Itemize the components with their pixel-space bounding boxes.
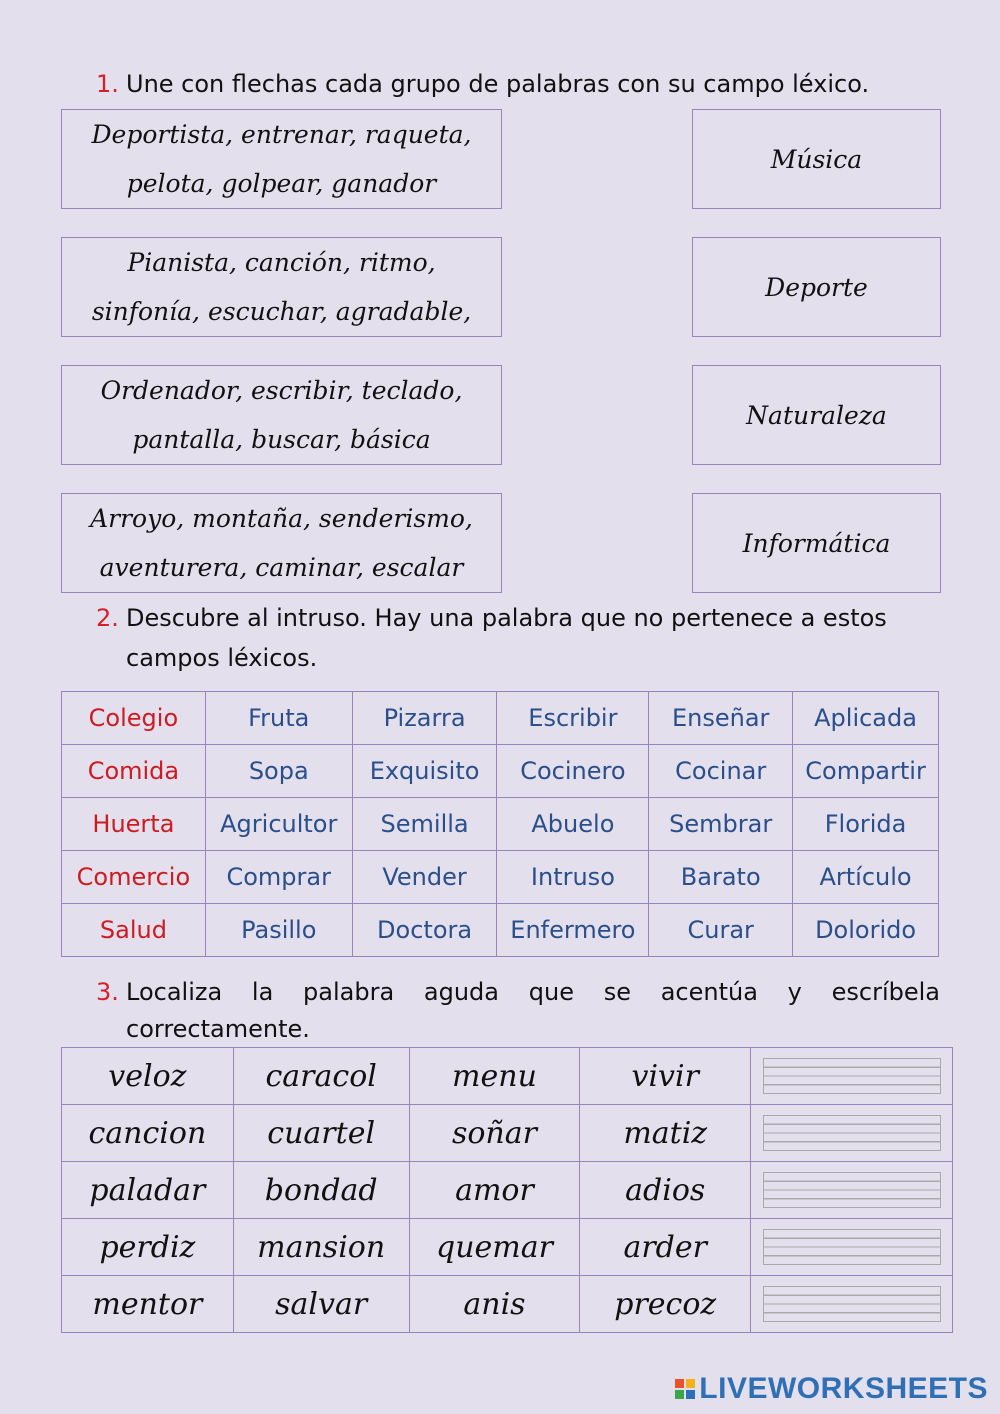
q2-word-cell[interactable]: Aplicada [793, 692, 939, 745]
q3-word-cell[interactable]: anis [409, 1276, 580, 1333]
q2-word-cell[interactable]: Compartir [793, 745, 939, 798]
q2-word-cell[interactable]: Fruta [205, 692, 352, 745]
q3-row [62, 1105, 953, 1162]
q2-row [62, 692, 939, 745]
q3-word-cell[interactable]: caracol [233, 1048, 409, 1105]
q3-answer-cell [751, 1162, 953, 1219]
q2-row [62, 745, 939, 798]
q3-row [62, 1219, 953, 1276]
group-line: pantalla, buscar, básica [132, 425, 431, 454]
q3-answer-input[interactable] [763, 1058, 941, 1094]
q3-number: 3. [96, 978, 119, 1006]
q2-category-cell: Comercio [62, 851, 206, 904]
q2-word-cell[interactable]: Abuelo [497, 798, 649, 851]
q3-text-line1: Localiza la palabra aguda que se acentúa y escríbela [126, 978, 940, 1006]
q3-table [61, 1047, 953, 1333]
q2-table [61, 691, 939, 957]
q3-word-cell[interactable]: matiz [580, 1105, 751, 1162]
q2-word-cell[interactable]: Cocinar [649, 745, 793, 798]
q2-word-cell[interactable]: Florida [793, 798, 939, 851]
q3-text-line2: correctamente. [126, 1015, 310, 1043]
q1-field-naturaleza[interactable]: Naturaleza [692, 365, 941, 465]
q2-category-cell: Salud [62, 904, 206, 957]
q3-word-cell[interactable]: vivir [580, 1048, 751, 1105]
logo-mark-icon [675, 1379, 695, 1399]
q1-group-music[interactable] [61, 237, 502, 337]
logo-text: LIVEWORKSHEETS [699, 1372, 988, 1405]
q3-word-cell[interactable]: soñar [409, 1105, 580, 1162]
q2-word-cell[interactable]: Pasillo [205, 904, 352, 957]
group-line: Deportista, entrenar, raqueta, [91, 120, 472, 149]
q3-word-cell[interactable]: mentor [62, 1276, 234, 1333]
q3-answer-cell [751, 1276, 953, 1333]
q2-word-cell[interactable]: Enfermero [497, 904, 649, 957]
q2-word-cell[interactable]: Artículo [793, 851, 939, 904]
q2-row [62, 851, 939, 904]
q1-number: 1. [96, 70, 119, 98]
q3-word-cell[interactable]: perdiz [62, 1219, 234, 1276]
q2-word-cell[interactable]: Barato [649, 851, 793, 904]
q1-instruction [96, 64, 940, 104]
q2-instruction [96, 598, 940, 678]
q2-word-cell[interactable]: Comprar [205, 851, 352, 904]
q1-group-computing[interactable] [61, 365, 502, 465]
group-line: sinfonía, escuchar, agradable, [91, 297, 472, 326]
q3-answer-input[interactable] [763, 1229, 941, 1265]
liveworksheets-logo [675, 1372, 988, 1406]
q3-word-cell[interactable]: veloz [62, 1048, 234, 1105]
q2-word-cell[interactable]: Semilla [352, 798, 497, 851]
q2-category-cell: Comida [62, 745, 206, 798]
q3-word-cell[interactable]: cuartel [233, 1105, 409, 1162]
q1-group-sport[interactable] [61, 109, 502, 209]
q2-text-line2: campos léxicos. [126, 644, 318, 672]
q1-field-musica[interactable]: Música [692, 109, 941, 209]
q2-word-cell[interactable]: Enseñar [649, 692, 793, 745]
q3-word-cell[interactable]: precoz [580, 1276, 751, 1333]
q3-answer-input[interactable] [763, 1172, 941, 1208]
group-line: Arroyo, montaña, senderismo, [90, 504, 473, 533]
q3-word-cell[interactable]: menu [409, 1048, 580, 1105]
q1-field-deporte[interactable]: Deporte [692, 237, 941, 337]
q3-instruction [96, 974, 940, 1048]
q2-word-cell[interactable]: Vender [352, 851, 497, 904]
q3-answer-cell [751, 1105, 953, 1162]
q3-word-cell[interactable]: quemar [409, 1219, 580, 1276]
q2-word-cell[interactable]: Escribir [497, 692, 649, 745]
q2-word-cell[interactable]: Sembrar [649, 798, 793, 851]
q3-word-cell[interactable]: mansion [233, 1219, 409, 1276]
q3-word-cell[interactable]: cancion [62, 1105, 234, 1162]
q3-answer-cell [751, 1219, 953, 1276]
q2-word-cell[interactable]: Dolorido [793, 904, 939, 957]
q2-word-cell[interactable]: Exquisito [352, 745, 497, 798]
q2-row [62, 904, 939, 957]
group-line: Ordenador, escribir, teclado, [100, 376, 463, 405]
q2-word-cell[interactable]: Doctora [352, 904, 497, 957]
q3-word-cell[interactable]: adios [580, 1162, 751, 1219]
q2-word-cell[interactable]: Curar [649, 904, 793, 957]
q2-word-cell[interactable]: Intruso [497, 851, 649, 904]
q3-row [62, 1162, 953, 1219]
q3-word-cell[interactable]: salvar [233, 1276, 409, 1333]
q2-category-cell: Huerta [62, 798, 206, 851]
q3-answer-input[interactable] [763, 1115, 941, 1151]
q2-word-cell[interactable]: Agricultor [205, 798, 352, 851]
q2-word-cell[interactable]: Sopa [205, 745, 352, 798]
q3-word-cell[interactable]: amor [409, 1162, 580, 1219]
q3-answer-input[interactable] [763, 1286, 941, 1322]
q3-word-cell[interactable]: bondad [233, 1162, 409, 1219]
group-line: Pianista, canción, ritmo, [127, 248, 436, 277]
q2-row [62, 798, 939, 851]
q2-category-cell: Colegio [62, 692, 206, 745]
q3-word-cell[interactable]: paladar [62, 1162, 234, 1219]
q1-field-informatica[interactable]: Informática [692, 493, 941, 593]
q2-text-line1: Descubre al intruso. Hay una palabra que no pertenece a estos [126, 604, 887, 632]
q3-answer-cell [751, 1048, 953, 1105]
q3-word-cell[interactable]: arder [580, 1219, 751, 1276]
q2-number: 2. [96, 604, 119, 632]
q1-group-nature[interactable] [61, 493, 502, 593]
q2-word-cell[interactable]: Pizarra [352, 692, 497, 745]
q2-word-cell[interactable]: Cocinero [497, 745, 649, 798]
q1-text: Une con flechas cada grupo de palabras con su campo léxico. [126, 70, 870, 98]
group-line: pelota, golpear, ganador [126, 169, 437, 198]
group-line: aventurera, caminar, escalar [99, 553, 464, 582]
q3-row [62, 1276, 953, 1333]
q3-row [62, 1048, 953, 1105]
